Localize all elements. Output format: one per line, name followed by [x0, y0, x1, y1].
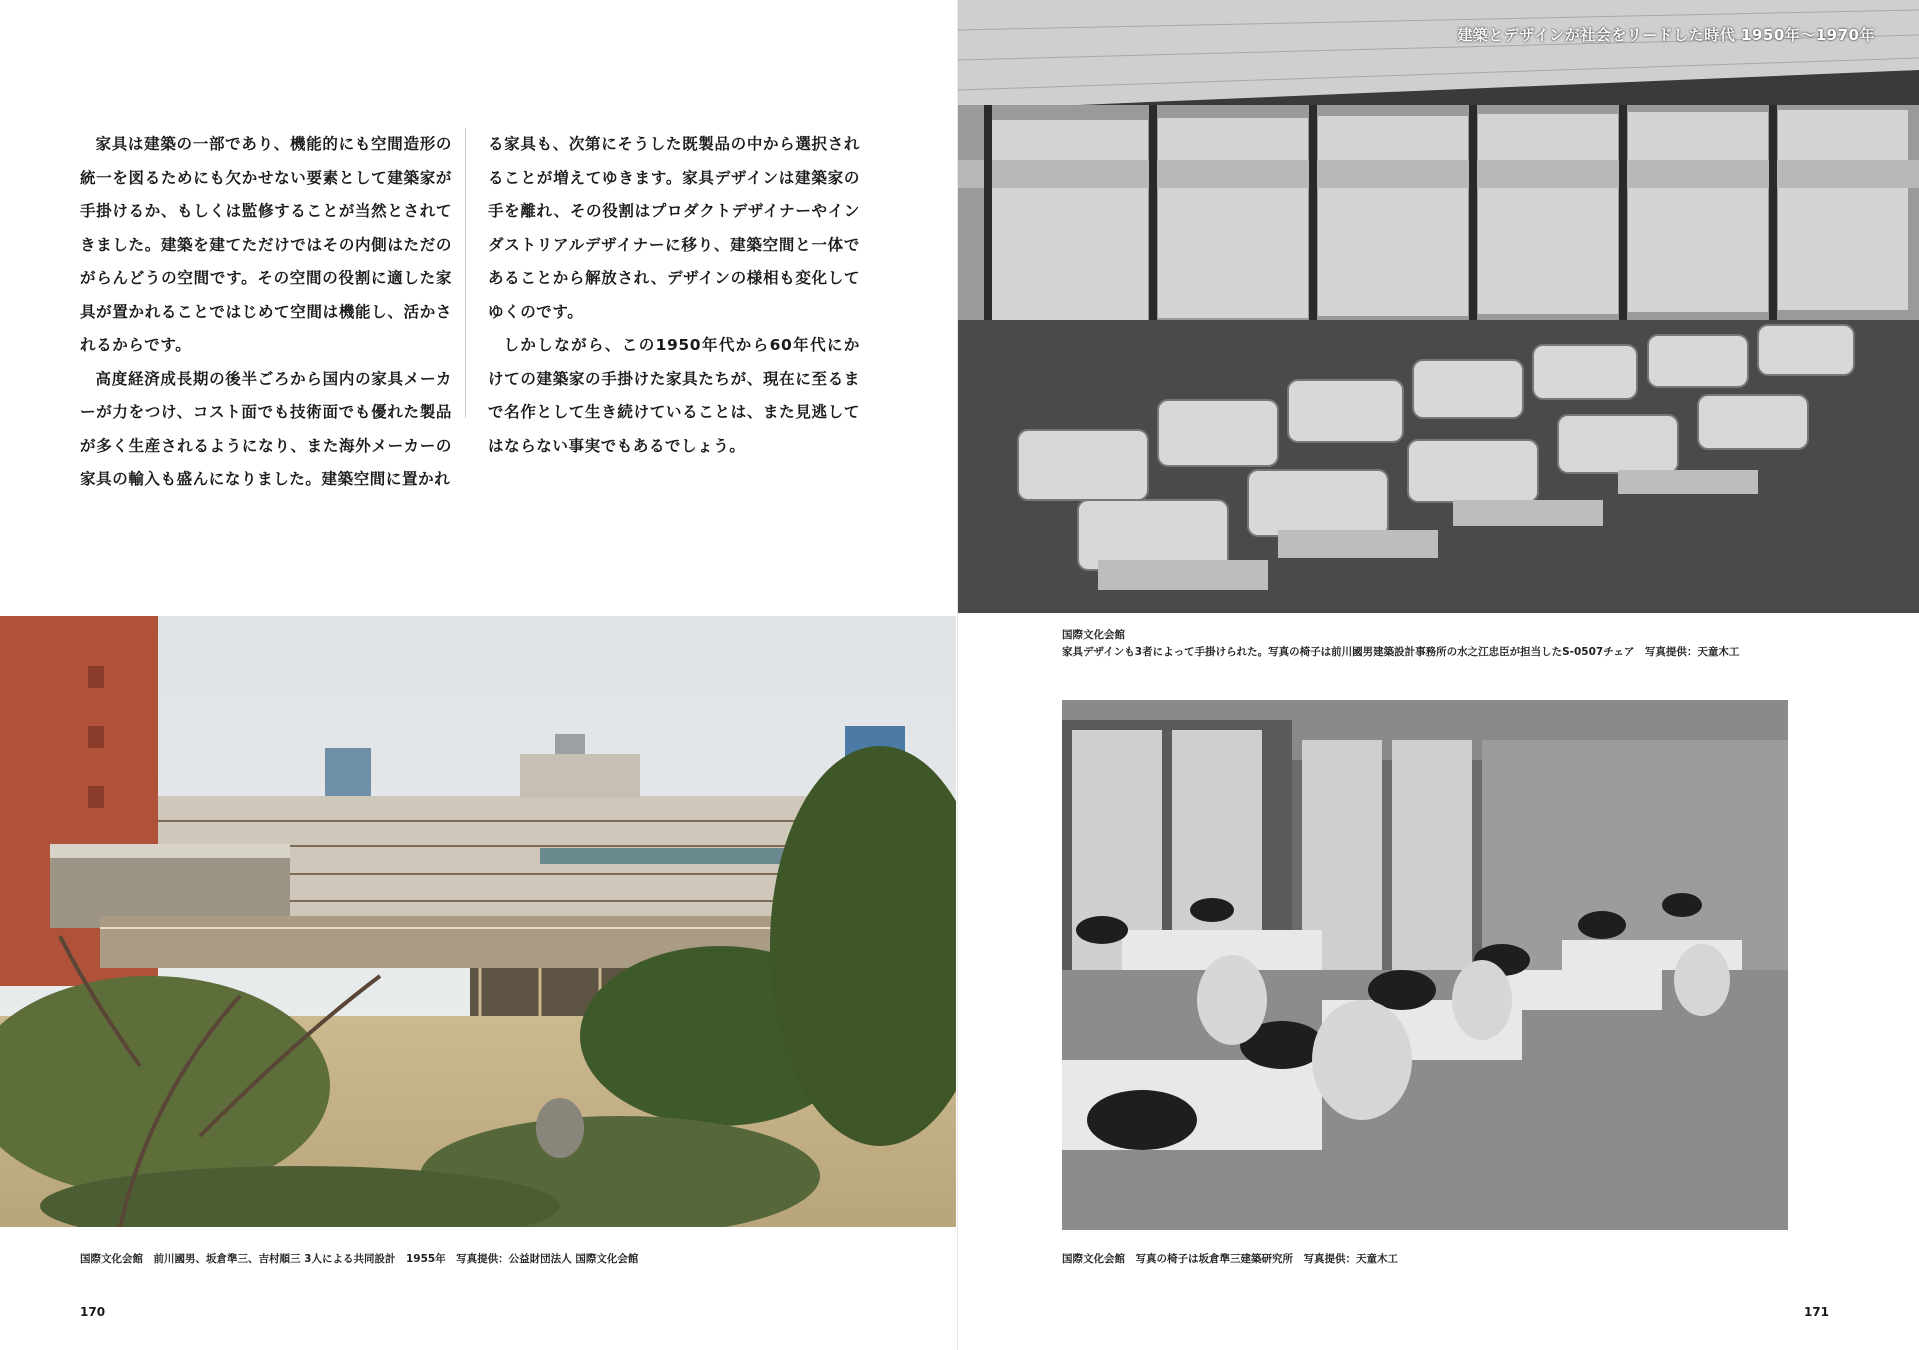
page-number-left: 170: [80, 1305, 106, 1319]
running-header: 建築とデザインが社会をリードした時代 1950年～1970年: [1457, 26, 1875, 44]
garden-photo-caption: 国際文化会館 前川國男、坂倉準三、吉村順三 3人による共同設計 1955年 写真提供：公益財団法人 国際文化会館: [80, 1253, 639, 1265]
right-page: [958, 0, 1919, 1350]
cafeteria-chairs-photo: [1062, 700, 1788, 1230]
paragraph: 家具は建築の一部であり、機能的にも空間造形の統一を図るためにも欠かせない要素として建築家が手掛けるか、もしくは監修することが当然とされてきました。建築を建てただけではその内側はただのがらんどうの空間です。その空間の役割に適した家具が置かれることではじめて空間は機能し、活かされるからです。: [80, 135, 452, 354]
body-column-2: [488, 128, 860, 463]
page-number-right: 171: [1803, 1305, 1829, 1319]
paragraph: しかしながら、この1950年代から60年代にかけての建築家の手掛けた家具たちが、現在に至るまで名作として生き続けていることは、また見逃してはならない事実でもあるでしょう。: [488, 336, 860, 455]
body-column-1: [80, 128, 452, 497]
garden-building-photo: [0, 616, 956, 1227]
paragraph: 高度経済成長期の後半ごろから国内の家具メーカーが力をつけ、コスト面でも技術面でも優れた製品が多く生産されるようになり、また海外メーカーの家具の輸入も盛んになりました。建築空間に置かれ: [80, 369, 452, 488]
paragraph: る家具も、次第にそうした既製品の中から選択されることが増えてゆきます。家具デザインは建築家の手を離れ、その役割はプロダクトデザイナーやインダストリアルデザイナーに移り、建築空間と一体であることから解放され、デザインの様相も変化してゆくのです。: [488, 135, 860, 321]
caption-title: 国際文化会館: [1062, 629, 1125, 641]
auditorium-chairs-photo: [958, 0, 1919, 613]
left-page: [0, 0, 958, 1350]
caption-text: 家具デザインも3者によって手掛けられた。写真の椅子は前川國男建築設計事務所の水之江忠臣が担当したS-0507チェア 写真提供：天童木工: [1062, 646, 1740, 658]
column-divider: [465, 128, 466, 418]
auditorium-photo-caption: [1062, 627, 1739, 661]
cafeteria-photo-caption: 国際文化会館 写真の椅子は坂倉準三建築研究所 写真提供：天童木工: [1062, 1253, 1398, 1265]
